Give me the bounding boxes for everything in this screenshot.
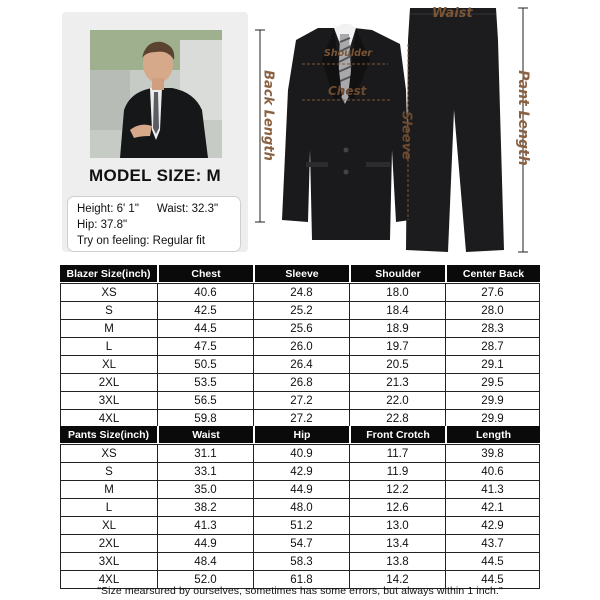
- cell: XL: [60, 516, 157, 534]
- model-height: Height: 6' 1": [77, 203, 139, 215]
- cell: 41.3: [157, 516, 253, 534]
- cell: 3XL: [60, 552, 157, 570]
- pants-header-length: Length: [445, 426, 540, 444]
- cell: 3XL: [60, 391, 157, 409]
- chest-label: Chest: [328, 84, 367, 98]
- cell: 44.5: [157, 319, 253, 337]
- cell: 27.6: [445, 283, 540, 301]
- cell: 39.8: [445, 444, 540, 462]
- cell: 18.4: [349, 301, 445, 319]
- blazer-header-shoulder: Shoulder: [349, 265, 445, 283]
- cell: 26.0: [253, 337, 349, 355]
- table-row: [60, 319, 540, 337]
- cell: 29.9: [445, 391, 540, 409]
- cell: 44.5: [445, 552, 540, 570]
- cell: 19.7: [349, 337, 445, 355]
- pants-header-front-crotch: Front Crotch: [349, 426, 445, 444]
- cell: 26.4: [253, 355, 349, 373]
- cell: 28.0: [445, 301, 540, 319]
- table-row: [60, 498, 540, 516]
- blazer-header-sleeve: Sleeve: [253, 265, 349, 283]
- cell: 33.1: [157, 462, 253, 480]
- table-row: [60, 462, 540, 480]
- cell: M: [60, 480, 157, 498]
- cell: 40.6: [445, 462, 540, 480]
- model-hip: Hip: 37.8": [77, 219, 128, 231]
- cell: 28.3: [445, 319, 540, 337]
- cell: 31.1: [157, 444, 253, 462]
- cell: S: [60, 301, 157, 319]
- blazer-size-table: [60, 265, 540, 428]
- table-row: [60, 355, 540, 373]
- table-row: [60, 337, 540, 355]
- cell: 29.9: [445, 409, 540, 428]
- pants-header-row: [60, 426, 540, 444]
- cell: 44.9: [253, 480, 349, 498]
- cell: 27.2: [253, 409, 349, 428]
- blazer-header-row: [60, 265, 540, 283]
- cell: 24.8: [253, 283, 349, 301]
- table-row: [60, 444, 540, 462]
- cell: 42.9: [445, 516, 540, 534]
- cell: 59.8: [157, 409, 253, 428]
- model-waist: Waist: 32.3": [156, 203, 219, 215]
- blazer-header-center-back: Center Back: [445, 265, 540, 283]
- model-fit: Try on feeling: Regular fit: [77, 235, 206, 247]
- cell: XL: [60, 355, 157, 373]
- pants-rows: [60, 444, 540, 589]
- measurement-note: "Size mearsured by ourselves, sometimes has some errors, but always within 1 inch.": [97, 585, 503, 597]
- back-length-label: Back Length: [260, 70, 276, 161]
- cell: 44.5: [445, 570, 540, 589]
- table-row: [60, 534, 540, 552]
- cell: L: [60, 337, 157, 355]
- shoulder-label: Shoulder: [324, 48, 373, 59]
- model-photo: [90, 30, 222, 158]
- cell: 14.2: [349, 570, 445, 589]
- cell: 18.0: [349, 283, 445, 301]
- suit-illustration: [250, 0, 600, 262]
- pants-header-size: Pants Size(inch): [60, 426, 157, 444]
- cell: 56.5: [157, 391, 253, 409]
- sleeve-label: Sleeve: [398, 111, 414, 160]
- cell: 42.9: [253, 462, 349, 480]
- cell: 25.2: [253, 301, 349, 319]
- cell: 11.7: [349, 444, 445, 462]
- suit-measurement-diagram: [250, 0, 600, 262]
- cell: 51.2: [253, 516, 349, 534]
- cell: 35.0: [157, 480, 253, 498]
- cell: 47.5: [157, 337, 253, 355]
- cell: 2XL: [60, 373, 157, 391]
- cell: 42.1: [445, 498, 540, 516]
- cell: L: [60, 498, 157, 516]
- cell: 44.9: [157, 534, 253, 552]
- cell: 13.8: [349, 552, 445, 570]
- cell: 22.8: [349, 409, 445, 428]
- cell: 26.8: [253, 373, 349, 391]
- cell: 54.7: [253, 534, 349, 552]
- pants-header-hip: Hip: [253, 426, 349, 444]
- cell: 61.8: [253, 570, 349, 589]
- cell: 43.7: [445, 534, 540, 552]
- cell: 25.6: [253, 319, 349, 337]
- table-row: [60, 480, 540, 498]
- cell: 50.5: [157, 355, 253, 373]
- cell: 22.0: [349, 391, 445, 409]
- cell: 27.2: [253, 391, 349, 409]
- cell: 48.4: [157, 552, 253, 570]
- table-row: [60, 283, 540, 301]
- model-stats-box: [67, 196, 241, 252]
- pant-length-label: Pant Length: [515, 70, 531, 166]
- cell: XS: [60, 283, 157, 301]
- cell: 28.7: [445, 337, 540, 355]
- cell: 52.0: [157, 570, 253, 589]
- cell: 41.3: [445, 480, 540, 498]
- table-row: [60, 552, 540, 570]
- table-row: [60, 373, 540, 391]
- cell: 12.2: [349, 480, 445, 498]
- cell: 58.3: [253, 552, 349, 570]
- cell: 13.0: [349, 516, 445, 534]
- cell: 13.4: [349, 534, 445, 552]
- model-card: [62, 12, 248, 252]
- cell: 4XL: [60, 409, 157, 428]
- cell: 2XL: [60, 534, 157, 552]
- model-size-label: MODEL SIZE: M: [88, 166, 222, 185]
- cell: 48.0: [253, 498, 349, 516]
- cell: 29.5: [445, 373, 540, 391]
- blazer-rows: [60, 283, 540, 428]
- cell: 4XL: [60, 570, 157, 589]
- pants-header-waist: Waist: [157, 426, 253, 444]
- waist-label: Waist: [432, 6, 473, 21]
- cell: 42.5: [157, 301, 253, 319]
- table-row: [60, 391, 540, 409]
- blazer-header-chest: Chest: [157, 265, 253, 283]
- table-row: [60, 301, 540, 319]
- cell: M: [60, 319, 157, 337]
- cell: 18.9: [349, 319, 445, 337]
- blazer-header-size: Blazer Size(inch): [60, 265, 157, 283]
- cell: 40.9: [253, 444, 349, 462]
- cell: 40.6: [157, 283, 253, 301]
- cell: XS: [60, 444, 157, 462]
- cell: 11.9: [349, 462, 445, 480]
- cell: 20.5: [349, 355, 445, 373]
- cell: 29.1: [445, 355, 540, 373]
- cell: 12.6: [349, 498, 445, 516]
- cell: 21.3: [349, 373, 445, 391]
- cell: S: [60, 462, 157, 480]
- pants-size-table: [60, 426, 540, 589]
- cell: 38.2: [157, 498, 253, 516]
- table-row: [60, 516, 540, 534]
- cell: 53.5: [157, 373, 253, 391]
